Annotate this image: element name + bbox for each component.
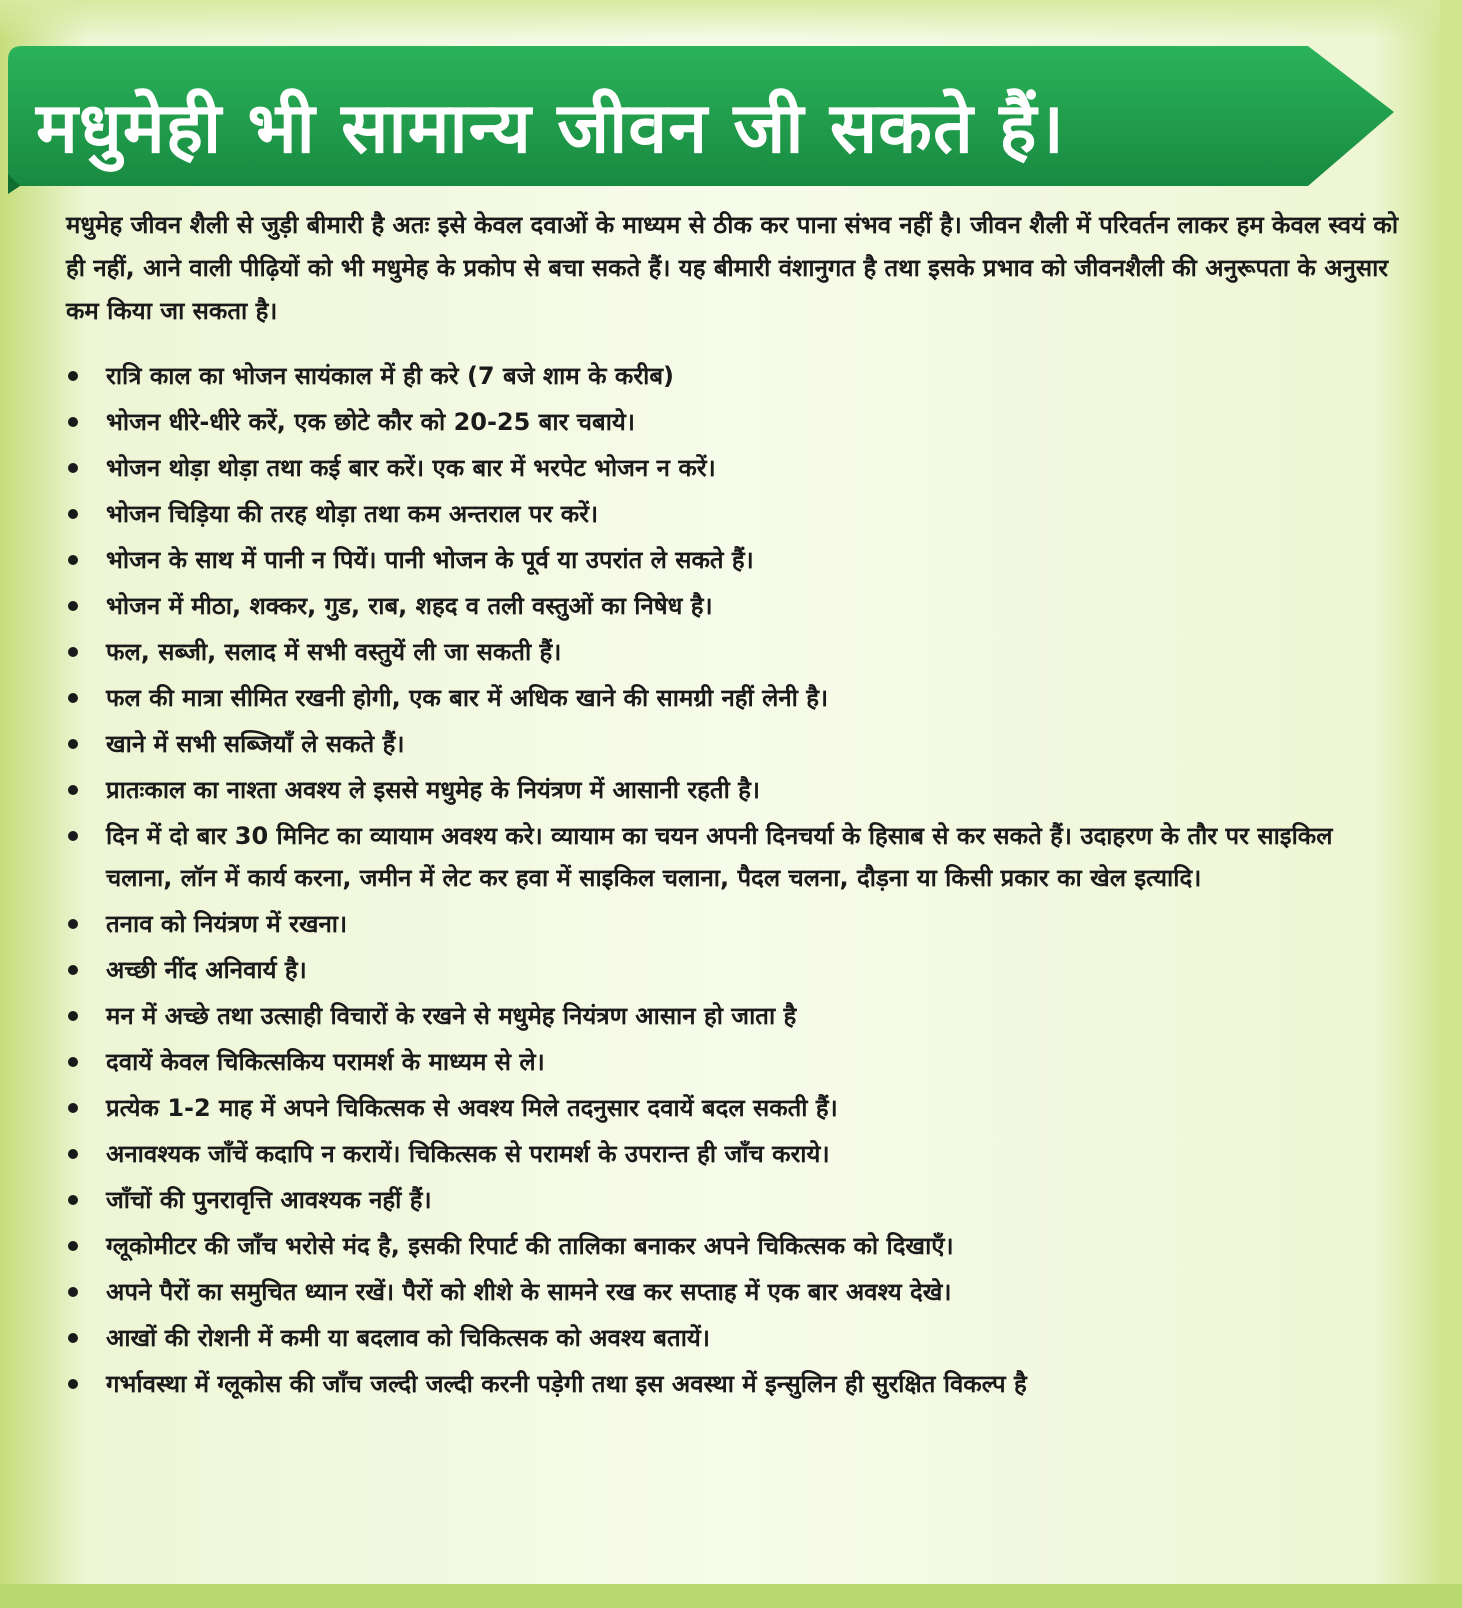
list-item-text: प्रत्येक 1-2 माह में अपने चिकित्सक से अवश्य मिले तदनुसार दवायें बदल सकती हैं। bbox=[106, 1094, 838, 1122]
list-item-text: दवायें केवल चिकित्सकिय परामर्श के माध्यम से ले। bbox=[106, 1048, 545, 1076]
list-item-text: अच्छी नींद अनिवार्य है। bbox=[106, 956, 307, 984]
list-item bbox=[66, 1271, 1406, 1313]
bullet-icon bbox=[68, 647, 78, 657]
list-item bbox=[66, 1087, 1406, 1129]
list-item-text: अपने पैरों का समुचित ध्यान रखें। पैरों को शीशे के सामने रख कर सप्ताह में एक बार अवश्य देखे। bbox=[106, 1278, 952, 1306]
list-item bbox=[66, 723, 1406, 765]
list-item bbox=[66, 677, 1406, 719]
bullet-icon bbox=[68, 371, 78, 381]
list-item bbox=[66, 995, 1406, 1037]
bullet-icon bbox=[68, 739, 78, 749]
list-item bbox=[66, 355, 1406, 397]
bullet-icon bbox=[68, 555, 78, 565]
article-body bbox=[66, 204, 1406, 1409]
page-top-border bbox=[0, 0, 1462, 40]
bullet-icon bbox=[68, 785, 78, 795]
list-item bbox=[66, 949, 1406, 991]
list-item bbox=[66, 903, 1406, 945]
page-right-border bbox=[1440, 0, 1462, 1608]
list-item-text: फल की मात्रा सीमित रखनी होगी, एक बार में अधिक खाने की सामग्री नहीं लेनी है। bbox=[106, 684, 829, 712]
page-title: मधुमेही भी सामान्य जीवन जी सकते हैं। bbox=[36, 87, 1065, 169]
bullet-icon bbox=[68, 693, 78, 703]
bullet-icon bbox=[68, 1287, 78, 1297]
list-item-text: भोजन में मीठा, शक्कर, गुड, राब, शहद व तली वस्तुओं का निषेध है। bbox=[106, 592, 713, 620]
list-item-text: प्रातःकाल का नाश्ता अवश्य ले इससे मधुमेह के नियंत्रण में आसानी रहती है। bbox=[106, 776, 761, 804]
bullet-icon bbox=[68, 1195, 78, 1205]
list-item-text: गर्भावस्था में ग्लूकोस की जाँच जल्दी जल्दी करनी पड़ेगी तथा इस अवस्था में इन्सुलिन ही सुरक्षित विकल्प है bbox=[106, 1370, 1027, 1398]
list-item-text: आखों की रोशनी में कमी या बदलाव को चिकित्सक को अवश्य बतायें। bbox=[106, 1324, 710, 1352]
list-item bbox=[66, 815, 1406, 899]
list-item-text: मन में अच्छे तथा उत्साही विचारों के रखने से मधुमेह नियंत्रण आसान हो जाता है bbox=[106, 1002, 797, 1030]
list-item bbox=[66, 585, 1406, 627]
list-item bbox=[66, 1317, 1406, 1359]
title-banner bbox=[8, 46, 1398, 194]
list-item bbox=[66, 1363, 1406, 1405]
list-item-text: भोजन थोड़ा थोड़ा तथा कई बार करें। एक बार में भरपेट भोजन न करें। bbox=[106, 454, 716, 482]
list-item bbox=[66, 447, 1406, 489]
intro-paragraph: मधुमेह जीवन शैली से जुड़ी बीमारी है अतः इसे केवल दवाओं के माध्यम से ठीक कर पाना संभव नहीं है। जीवन शैली में परिवर्तन लाकर हम केवल स्वयं को ही नहीं, आने वाली पीढ़ियों को भी मधुमेह के प्रकोप से बचा सकते हैं। यह बीमारी वंशानुगत है तथा इसके प्रभाव को जीवनशैली की अनुरूपता के अनुसार कम किया जा सकता है। bbox=[66, 211, 1399, 325]
list-item-text: दिन में दो बार 30 मिनिट का व्यायाम अवश्य करे। व्यायाम का चयन अपनी दिनचर्या के हिसाब से कर सकते हैं। उदाहरण के तौर पर साइकिल चलाना, लॉन में कार्य करना, जमीन में लेट कर हवा में साइकिल चलाना, पैदल चलना, दौड़ना या किसी प्रकार का खेल इत्यादि। bbox=[106, 822, 1333, 892]
bullet-icon bbox=[68, 463, 78, 473]
list-item bbox=[66, 631, 1406, 673]
bullet-icon bbox=[68, 1379, 78, 1389]
bullet-icon bbox=[68, 919, 78, 929]
list-item bbox=[66, 401, 1406, 443]
list-item-text: भोजन धीरे-धीरे करें, एक छोटे कौर को 20-25 बार चबाये। bbox=[106, 408, 635, 436]
list-item-text: भोजन चिड़िया की तरह थोड़ा तथा कम अन्तराल पर करें। bbox=[106, 500, 599, 528]
bullet-icon bbox=[68, 417, 78, 427]
list-item-text: भोजन के साथ में पानी न पियें। पानी भोजन के पूर्व या उपरांत ले सकते हैं। bbox=[106, 546, 754, 574]
bullet-icon bbox=[68, 965, 78, 975]
bullet-icon bbox=[68, 1149, 78, 1159]
page-bottom-border bbox=[0, 1584, 1462, 1608]
list-item-text: खाने में सभी सब्जियाँ ले सकते हैं। bbox=[106, 730, 405, 758]
list-item bbox=[66, 493, 1406, 535]
bullet-icon bbox=[68, 1333, 78, 1343]
list-item bbox=[66, 539, 1406, 581]
bullet-icon bbox=[68, 1103, 78, 1113]
list-item-text: जाँचों की पुनरावृत्ति आवश्यक नहीं हैं। bbox=[106, 1186, 432, 1214]
list-item-text: रात्रि काल का भोजन सायंकाल में ही करे (7 बजे शाम के करीब) bbox=[106, 362, 675, 390]
list-item-text: ग्लूकोमीटर की जाँच भरोसे मंद है, इसकी रिपार्ट की तालिका बनाकर अपने चिकित्सक को दिखाएँ। bbox=[106, 1232, 954, 1260]
bullet-icon bbox=[68, 1011, 78, 1021]
bullet-icon bbox=[68, 601, 78, 611]
bullet-icon bbox=[68, 1241, 78, 1251]
list-item bbox=[66, 1225, 1406, 1267]
list-item-text: अनावश्यक जाँचें कदापि न करायें। चिकित्सक से परामर्श के उपरान्त ही जाँच कराये। bbox=[106, 1140, 830, 1168]
bullet-icon bbox=[68, 509, 78, 519]
list-item bbox=[66, 1133, 1406, 1175]
bullet-icon bbox=[68, 1057, 78, 1067]
list-item bbox=[66, 1179, 1406, 1221]
tips-list bbox=[66, 355, 1406, 1405]
list-item-text: फल, सब्जी, सलाद में सभी वस्तुयें ली जा सकती हैं। bbox=[106, 638, 562, 666]
list-item bbox=[66, 1041, 1406, 1083]
bullet-icon bbox=[68, 831, 78, 841]
list-item bbox=[66, 769, 1406, 811]
list-item-text: तनाव को नियंत्रण में रखना। bbox=[106, 910, 348, 938]
